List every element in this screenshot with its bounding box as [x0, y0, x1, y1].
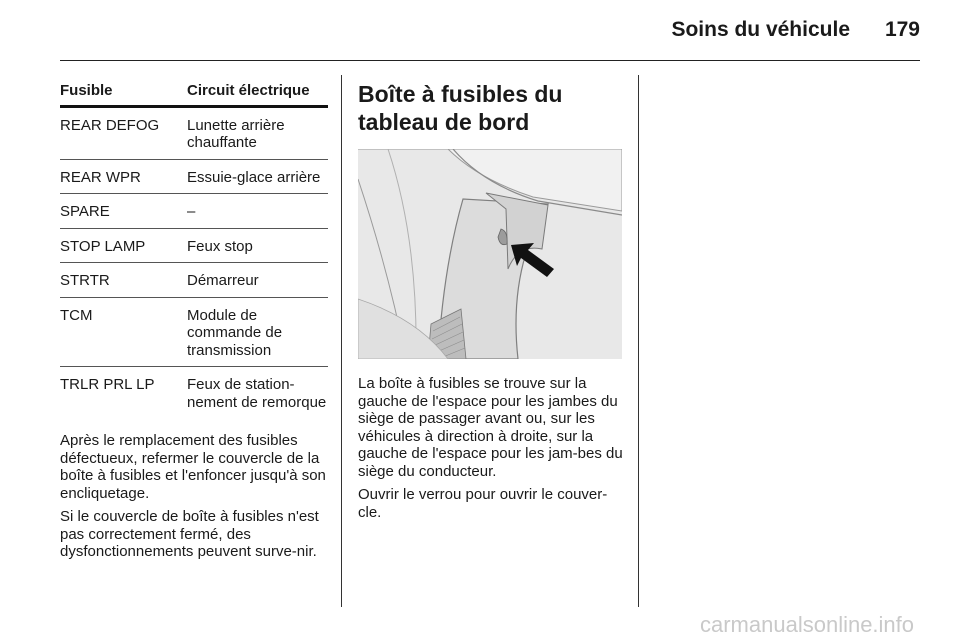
page-title: Soins du véhicule — [671, 18, 850, 41]
fuse-box-illustration — [358, 149, 622, 359]
fuse-name: TRLR PRL LP — [60, 376, 155, 393]
fuse-name: STOP LAMP — [60, 237, 146, 255]
circuit-name: Lunette arrière chauffante — [187, 116, 285, 151]
fuse-name: TCM — [60, 306, 93, 324]
left-column — [60, 82, 328, 561]
circuit-name: Module de commande de transmission — [187, 306, 283, 359]
section-heading: Boîte à fusibles du tableau de bord — [358, 81, 563, 135]
circuit-name: Démarreur — [187, 272, 259, 289]
header-divider — [60, 60, 920, 61]
table-row — [60, 298, 328, 368]
circuit-name: Essuie-glace arrière — [187, 168, 321, 186]
right-column — [358, 80, 624, 521]
fuse-name: REAR DEFOG — [60, 116, 160, 134]
table-row — [60, 263, 328, 298]
circuit-name: Feux de station-nement de remorque — [187, 376, 327, 411]
fuse-name: STRTR — [60, 272, 110, 289]
fuse-name: REAR WPR — [60, 168, 141, 186]
table-row — [60, 367, 328, 418]
table-row — [60, 229, 328, 264]
table-row — [60, 194, 328, 229]
body-paragraph: Si le couvercle de boîte à fusibles n'est pas correctement fermé, des dysfonctionnements peuvent surve-nir. — [60, 508, 319, 560]
circuit-name: Feux stop — [187, 237, 253, 255]
body-paragraph: La boîte à fusibles se trouve sur la gauche de l'espace pour les jambes du siège de passager avant ou, sur les véhicules à direction à droite, sur la gauche de l'espace pour les jam-bes du siège du conducteur. — [358, 375, 623, 480]
page-number: 179 — [884, 18, 920, 41]
fuse-table-header — [60, 82, 328, 108]
table-row — [60, 108, 328, 160]
table-row — [60, 160, 328, 195]
body-paragraph: Après le remplacement des fusibles défectueux, refermer le couvercle de la boîte à fusibles et l'enfoncer jusqu'à son encliquetage. — [60, 432, 326, 502]
column-header-circuit: Circuit électrique — [187, 82, 310, 99]
column-divider — [638, 75, 639, 607]
column-divider — [341, 75, 342, 607]
fuse-name: SPARE — [60, 203, 110, 220]
watermark: carmanualsonline.info — [700, 612, 915, 637]
circuit-name: – — [187, 203, 196, 220]
body-paragraph: Ouvrir le verrou pour ouvrir le couver-cle. — [358, 486, 608, 521]
column-header-fuse: Fusible — [60, 82, 113, 99]
